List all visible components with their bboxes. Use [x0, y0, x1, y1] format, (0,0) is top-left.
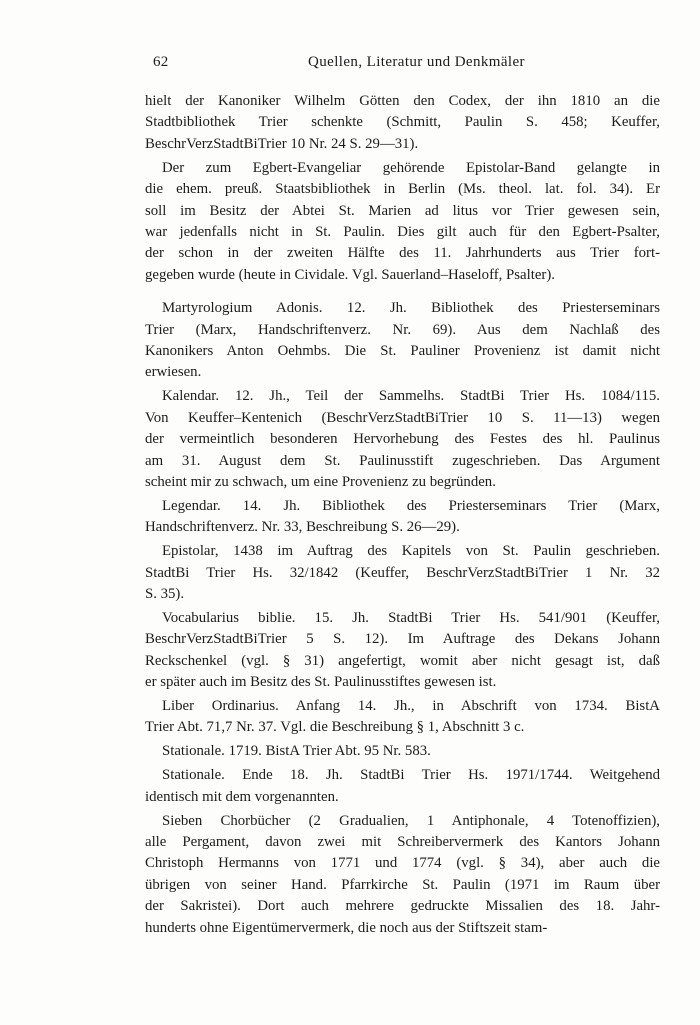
text-line: Sieben Chorbücher (2 Gradualien, 1 Antiphonale, 4 Totenoffizien),: [162, 812, 660, 829]
running-title: Quellen, Literatur und Denkmäler: [308, 54, 525, 70]
paragraph: [145, 496, 660, 539]
text-line: BeschrVerzStadtBiTrier 5 S. 12). Im Auftrage des Dekans Johann: [145, 631, 660, 648]
text-line: Vocabularius biblie. 15. Jh. StadtBi Trier Hs. 541/901 (Keuffer,: [162, 609, 660, 626]
text-line: Stationale. 1719. BistA Trier Abt. 95 Nr. 583.: [162, 743, 431, 760]
text-line: die ehem. preuß. Staatsbibliothek in Berlin (Ms. theol. lat. fol. 34). Er: [145, 181, 660, 198]
text-line: Reckschenkel (vgl. § 31) angefertigt, womit aber nicht gesagt ist, daß: [145, 652, 660, 669]
text-line: hunderts ohne Eigentümervermerk, die noch aus der Stiftszeit stam-: [145, 919, 548, 936]
text-line: BeschrVerzStadtBiTrier 10 Nr. 24 S. 29—31).: [145, 135, 419, 152]
text-line: er später auch im Besitz des St. Paulinusstiftes gewesen ist.: [145, 674, 497, 691]
text-line: Epistolar, 1438 im Auftrag des Kapitels von St. Paulin geschrieben.: [162, 543, 660, 560]
text-line: Trier (Marx, Handschriftenverz. Nr. 69). Aus dem Nachlaß des: [145, 321, 660, 338]
paragraph: [145, 811, 660, 939]
text-line: Kanonikers Anton Oehmbs. Die St. Pauliner Provenienz ist damit nicht: [145, 342, 660, 359]
text-line: StadtBi Trier Hs. 32/1842 (Keuffer, BeschrVerzStadtBiTrier 1 Nr. 32: [145, 564, 660, 581]
text-line: Liber Ordinarius. Anfang 14. Jh., in Abschrift von 1734. BistA: [162, 697, 660, 714]
page-number: 62: [153, 54, 169, 70]
paragraph: [145, 91, 660, 155]
text-line: Trier Abt. 71,7 Nr. 37. Vgl. die Beschreibung § 1, Abschnitt 3 c.: [145, 719, 525, 736]
paragraph: [145, 765, 660, 808]
text-line: alle Pergament, davon zwei mit Schreibervermerk des Kantors Johann: [145, 833, 660, 850]
text-line: der schon in der zweiten Hälfte des 11. Jahrhunderts aus Trier fort-: [145, 245, 660, 262]
text-line: S. 35).: [145, 585, 185, 602]
text-line: erwiesen.: [145, 364, 202, 381]
text-line: identisch mit dem vorgenannten.: [145, 788, 339, 805]
paragraph: [145, 741, 660, 762]
text-line: Martyrologium Adonis. 12. Jh. Bibliothek des Priesterseminars: [162, 300, 660, 317]
text-line: Von Keuffer–Kentenich (BeschrVerzStadtBiTrier 10 S. 11—13) wegen: [145, 409, 660, 426]
text-line: Christoph Hermanns von 1771 und 1774 (vgl. § 34), aber auch die: [145, 855, 660, 872]
text-line: scheint mir zu schwach, um eine Provenienz zu begründen.: [145, 473, 496, 490]
text-line: soll im Besitz der Abtei St. Marien ad litus vor Trier gewesen sein,: [145, 202, 660, 219]
text-line: der vermeintlich besonderen Hervorhebung des Festes des hl. Paulinus: [145, 431, 660, 448]
paragraph: [145, 298, 660, 384]
paragraph: [145, 696, 660, 739]
page-header: [145, 54, 660, 74]
text-line: am 31. August dem St. Paulinusstift zugeschrieben. Das Argument: [145, 452, 660, 469]
text-line: Stadtbibliothek Trier schenkte (Schmitt, Paulin S. 458; Keuffer,: [145, 114, 660, 131]
text-line: Kalendar. 12. Jh., Teil der Sammelhs. StadtBi Trier Hs. 1084/115.: [162, 388, 660, 405]
paragraph: [145, 541, 660, 605]
text-line: Der zum Egbert-Evangeliar gehörende Epistolar-Band gelangte in: [162, 159, 660, 176]
text-line: der Sakristei). Dort auch mehrere gedruckte Missalien des 18. Jahr-: [145, 898, 660, 915]
paragraph: [145, 386, 660, 493]
text-line: hielt der Kanoniker Wilhelm Götten den Codex, der ihn 1810 an die: [145, 93, 660, 109]
text-line: Stationale. Ende 18. Jh. StadtBi Trier Hs. 1971/1744. Weitgehend: [162, 767, 660, 784]
paragraph: [145, 158, 660, 286]
text-line: Handschriftenverz. Nr. 33, Beschreibung S. 26—29).: [145, 519, 460, 536]
text-line: Legendar. 14. Jh. Bibliothek des Priesterseminars Trier (Marx,: [162, 497, 660, 514]
text-body: [145, 91, 660, 939]
paragraph: [145, 608, 660, 694]
text-line: übrigen von seiner Hand. Pfarrkirche St. Paulin (1971 im Raum über: [145, 876, 660, 893]
text-line: gegeben wurde (heute in Cividale. Vgl. Sauerland–Haseloff, Psalter).: [145, 266, 555, 283]
text-line: war jedenfalls nicht in St. Paulin. Dies gilt auch für den Egbert-Psalter,: [145, 223, 660, 240]
